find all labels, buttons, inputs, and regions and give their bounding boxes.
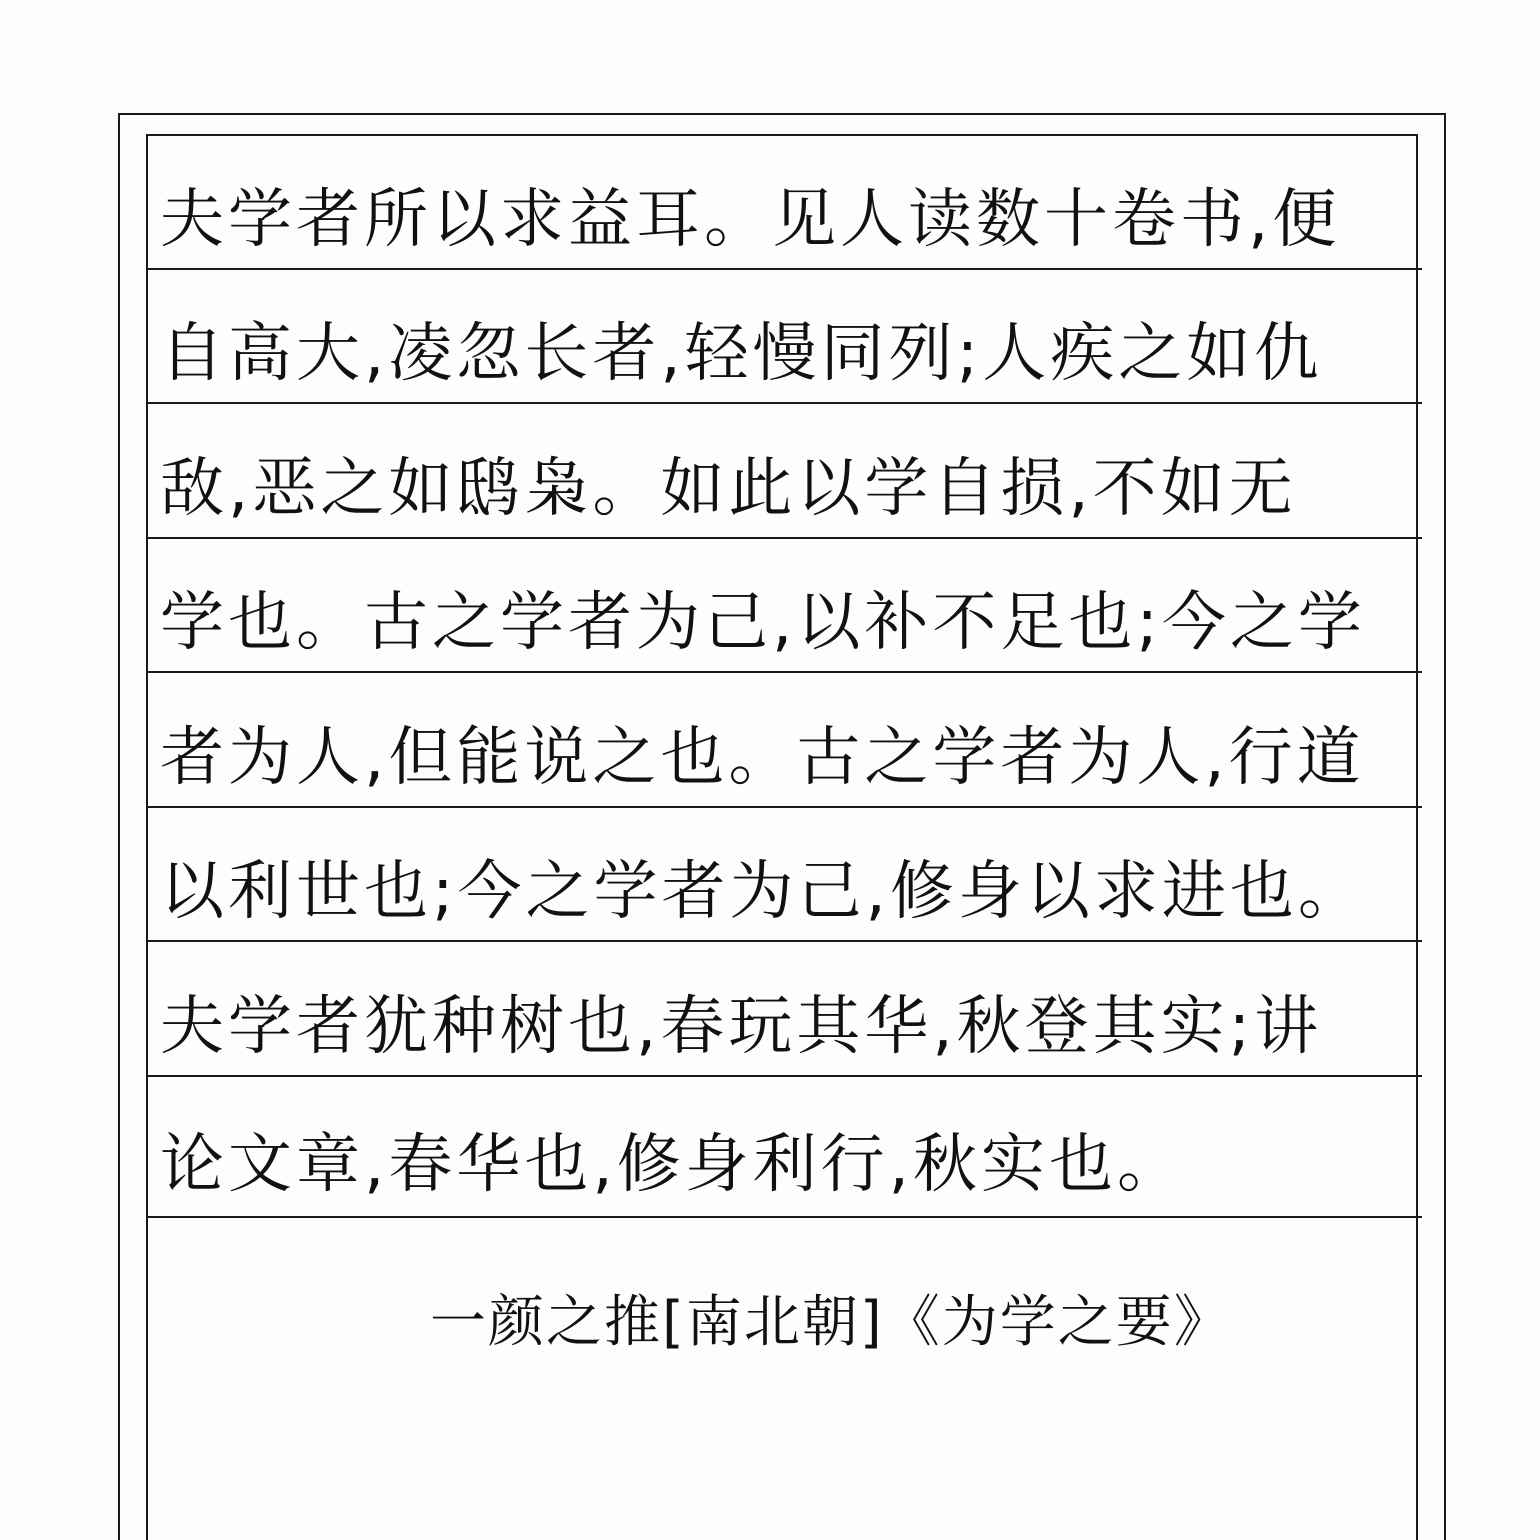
- text-line-5: 者为人,但能说之也。古之学者为人,行道: [160, 721, 1365, 795]
- text-line-4: 学也。古之学者为己,以补不足也;今之学: [160, 586, 1366, 660]
- ruled-line: [146, 671, 1422, 673]
- text-line-7: 夫学者犹种树也,春玩其华,秋登其实;讲: [160, 990, 1323, 1064]
- attribution: 一颜之推[南北朝]《为学之要》: [430, 1290, 1232, 1355]
- text-line-3: 敌,恶之如鸱枭。如此以学自损,不如无: [160, 452, 1297, 526]
- text-line-1: 夫学者所以求益耳。见人读数十卷书,便: [160, 183, 1341, 257]
- text-line-6: 以利世也;今之学者为己,修身以求进也。: [160, 855, 1366, 929]
- ruled-line: [146, 1075, 1422, 1077]
- ruled-line: [146, 1216, 1422, 1218]
- ruled-line: [146, 806, 1422, 808]
- ruled-line: [146, 537, 1422, 539]
- ruled-line: [146, 940, 1422, 942]
- text-line-8: 论文章,春华也,修身利行,秋实也。: [160, 1128, 1186, 1202]
- ruled-line: [146, 268, 1422, 270]
- ruled-line: [146, 402, 1422, 404]
- text-line-2: 自高大,凌忽长者,轻慢同列;人疾之如仇: [160, 317, 1323, 391]
